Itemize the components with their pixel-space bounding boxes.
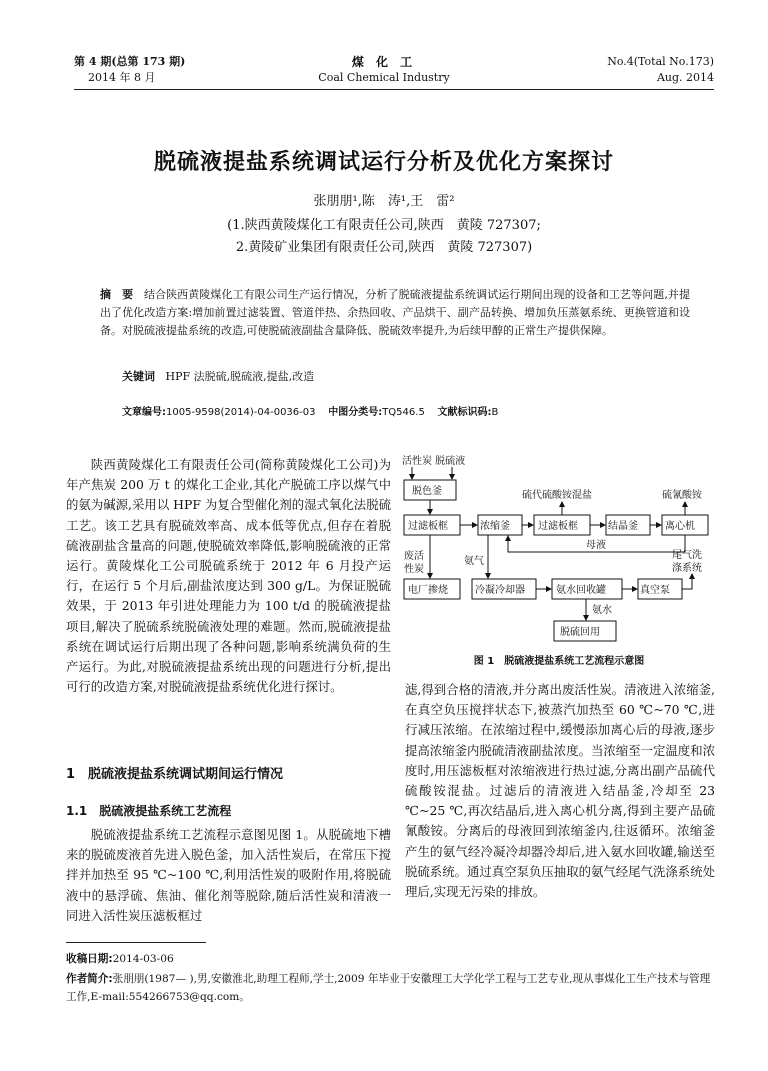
author-list: 张朋朋¹,陈 涛¹,王 雷² <box>313 194 455 209</box>
filter-press-1-label: 过滤板框 <box>408 521 448 532</box>
thiocyanate-label: 硫氰酸铵 <box>662 490 702 501</box>
intro-paragraph: 陕西黄陵煤化工有限责任公司(简称黄陵煤化工公司)为年产焦炭 200 万 t 的煤化工企业,其化产脱硫工序以煤气中的氨为碱源,采用以 HPF 为复合型催化剂的湿式氧化法脱硫工艺。该工艺具有脱硫效率高、成本低等优点,但存在着脱硫液副盐含量高的问题,使脱硫效率降低,影响脱硫液的正常运行。黄陵煤化工公司脱硫系统于 2012 年 6 月投产运行，在运行 5 个月后,副盐浓度达到 300 g/L。为保证脱硫效果，于 2013 年引进处理能力为 100 t/d 的脱硫液提盐项目,解决了脱硫系统脱硫液处理的难题。然而,脱硫液提盐系统在调试运行后期出现了各种问题,影响系统满负荷的生产运行。为此,对脱硫液提盐系统出现的问题进行分析,提出可行的改造方案,对脱硫液提盐系统优化进行探讨。 <box>66 457 391 695</box>
filter-press-2-label: 过滤板框 <box>538 521 578 532</box>
article-number-label: 文章编号: <box>122 407 166 418</box>
keywords-label: 关键词 <box>122 370 155 383</box>
tail-gas-label-2: 涤系统 <box>672 563 702 574</box>
aqua-ammonia-label: 氨水 <box>592 605 612 616</box>
power-plant-label: 电厂掺烧 <box>408 585 448 596</box>
crystallizer-label: 结晶釜 <box>608 521 638 532</box>
issue-number-en: No.4(Total No.173) <box>607 55 714 68</box>
condenser-label: 冷凝冷却器 <box>475 585 525 596</box>
intro-section <box>66 455 391 697</box>
received-label: 收稿日期: <box>66 953 113 965</box>
received-date <box>66 950 716 968</box>
figure-caption: 图 1 脱硫液提盐系统工艺流程示意图 <box>473 656 645 667</box>
journal-name-cn: 煤 化 工 <box>351 55 417 69</box>
waste-carbon-label-1: 废活 <box>404 551 424 562</box>
ammonia-tank-label: 氨水回收罐 <box>556 585 606 596</box>
thiosulfate-label: 硫代硫酸铵混盐 <box>522 490 592 501</box>
issue-info-en <box>607 54 714 86</box>
bio-text: 张朋朋(1987— ),男,安徽淮北,助理工程师,学士,2009 年毕业于安徽理工大学化学工程与工艺专业,现从事煤化工生产技术与管理工作,E-mail:554266753@qq.com。 <box>66 973 711 1003</box>
abstract-text: 结合陕西黄陵煤化工有限公司生产运行情况，分析了脱硫液提盐系统调试运行期间出现的设备和工艺等问题,并提出了优化改造方案:增加前置过滤装置、管道伴热、余热回收、产品烘干、副产品转换、增加负压蒸氨系统、更换管道和设备。对脱硫液提盐系统的改造,可使脱硫液副盐含量降低、脱硫效率提升,为后续甲醇的正常生产提供保障。 <box>100 288 690 337</box>
affiliation-line-2: 2.黄陵矿业集团有限责任公司,陕西 黄陵 727307) <box>235 240 533 255</box>
process-continuation <box>405 680 715 902</box>
ammonia-gas-label: 氨气 <box>464 556 484 567</box>
right-paragraph: 滤,得到合格的清液,并分离出废活性炭。清液进入浓缩釜,在真空负压搅拌状态下,被蒸汽加热至 60 ℃~70 ℃,进行减压浓缩。在浓缩过程中,缓慢添加离心后的母液,逐步提高浓缩釜内脱硫清液副盐浓度。当浓缩至一定温度和浓度时,用压滤板框对浓缩液进行热过滤,分离出副产品硫代硫酸铵混盐。过滤后的清液进入结晶釜,冷却至 23 ℃~25 ℃,再次结晶后,进入离心机分离,得到主要产品硫氰酸铵。分离后的母液回到浓缩釜内,往返循环。浓缩釜产生的氨气经冷凝冷却器冷却后,进入氨水回收罐,输送至脱硫系统。通过真空泵负压抽取的氨气经尾气洗涤系统处理后,实现无污染的排放。 <box>405 682 715 900</box>
abstract-label: 摘 要 <box>100 288 134 301</box>
clc-number: TQ546.5 <box>382 407 425 418</box>
received-value: 2014-03-06 <box>112 953 174 965</box>
process-paragraph: 脱硫液提盐系统工艺流程示意图见图 1。从脱硫地下槽来的脱硫废液首先进入脱色釜，加入活性炭后，在常压下搅拌并加热至 95 ℃~100 ℃,利用活性炭的吸附作用,将脱硫液中的悬浮硫、焦油、催化剂等脱除,随后活性炭和清液一同进入活性炭压滤板框过 <box>66 827 391 923</box>
article-meta <box>122 403 498 418</box>
abstract <box>100 286 690 340</box>
decolor-tank-label: 脱色釜 <box>412 486 442 497</box>
clc-label: 中图分类号: <box>328 407 383 418</box>
bio-label: 作者简介: <box>66 973 113 985</box>
paper-title: 脱硫液提盐系统调试运行分析及优化方案探讨 <box>153 149 614 175</box>
desulfur-reuse-label: 脱硫回用 <box>560 627 600 638</box>
waste-carbon-label-2: 性炭 <box>404 564 424 575</box>
section-heading-1: 1 脱硫液提盐系统调试期间运行情况 <box>66 767 284 782</box>
journal-name-en: Coal Chemical Industry <box>318 71 450 84</box>
process-section <box>66 825 391 926</box>
doc-code: B <box>491 407 499 418</box>
issue-date-en: Aug. 2014 <box>656 71 714 84</box>
doc-code-label: 文献标识码: <box>437 407 492 418</box>
issue-date-cn: 2014 年 8 月 <box>88 71 156 84</box>
concentrator-label: 浓缩釜 <box>480 521 510 532</box>
process-flow-diagram <box>400 452 718 652</box>
keywords <box>122 368 314 384</box>
centrifuge-label: 离心机 <box>665 521 695 532</box>
tail-gas-label-1: 尾气洗 <box>672 550 702 561</box>
vacuum-pump-label: 真空泵 <box>640 585 670 596</box>
mother-liquor-label: 母液 <box>586 540 606 551</box>
author-bio <box>66 970 716 1006</box>
article-number: 1005-9598(2014)-04-0036-03 <box>166 407 316 418</box>
footnote-divider <box>66 942 206 943</box>
keywords-text: HPF 法脱硫,脱硫液,提盐,改造 <box>165 370 315 383</box>
input-label: 活性炭 脱硫液 <box>402 456 466 467</box>
header-divider <box>74 89 714 90</box>
issue-number-cn: 第 4 期(总第 173 期) <box>74 55 186 68</box>
section-heading-1-1: 1.1 脱硫液提盐系统工艺流程 <box>66 804 232 818</box>
affiliation-line-1: (1.陕西黄陵煤化工有限责任公司,陕西 黄陵 727307; <box>227 218 541 233</box>
